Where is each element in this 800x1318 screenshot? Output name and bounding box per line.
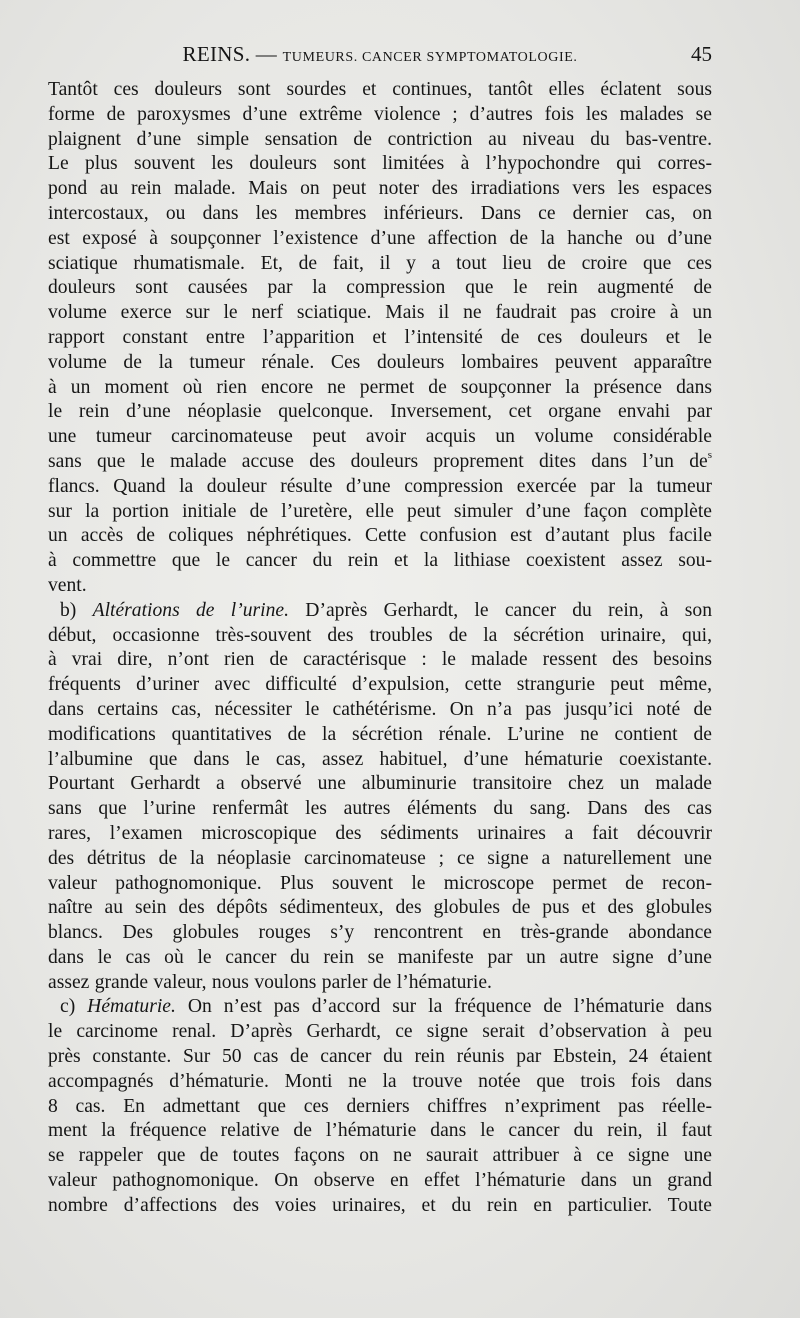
section-heading: Altérations de l’urine. <box>92 599 290 621</box>
text-line: forme de paroxysmes d’une extrême violence ; d’autres fois les malades se <box>48 103 712 125</box>
text-line: des détritus de la néoplasie carcinomateuse ; ce signe a naturellement une <box>48 847 712 869</box>
body-text <box>48 78 712 1219</box>
text-line: Tantôt ces douleurs sont sourdes et continues, tantôt elles éclatent sous <box>48 79 712 100</box>
text-line: Le plus souvent les douleurs sont limitées à l’hypochondre qui corres- <box>48 153 712 175</box>
text-line-part: sans que le malade accuse des douleurs proprement dites dans l’un de <box>48 450 708 472</box>
page-number: 45 <box>691 42 712 66</box>
text-line: ment la fréquence relative de l’hématurie dans le cancer du rein, il faut <box>48 1120 712 1142</box>
text-line: sans que l’urine renfermât les autres éléments du sang. Dans des cas <box>48 798 712 820</box>
text-line: rapport constant entre l’apparition et l’intensité de ces douleurs et le <box>48 326 712 348</box>
text-line: blancs. Des globules rouges s’y rencontrent en très-grande abondance <box>48 922 712 944</box>
text-line: pond au rein malade. Mais on peut noter des irradiations vers les espaces <box>48 178 712 200</box>
text-line: assez grande valeur, nous voulons parler de l’hématurie. <box>48 971 492 993</box>
text-line: plaignent d’une simple sensation de contriction au niveau du bas-ventre. <box>48 128 712 150</box>
text-line <box>48 995 712 1020</box>
text-line: valeur pathognomonique. Plus souvent le microscope permet de recon- <box>48 872 712 894</box>
text-line: 8 cas. En admettant que ces derniers chiffres n’expriment pas réelle- <box>48 1095 712 1117</box>
text-line: nombre d’affections des voies urinaires, et du rein en particulier. Toute <box>48 1194 712 1216</box>
text-line: sur la portion initiale de l’uretère, elle peut simuler d’une façon complète <box>48 500 712 522</box>
text-line: vent. <box>48 574 87 596</box>
text-line: douleurs sont causées par la compression que le rein augmenté de <box>48 277 712 299</box>
superscript: s <box>707 449 712 461</box>
running-title-sub: TUMEURS. CANCER SYMPTOMATOLOGIE. <box>282 50 578 65</box>
section-marker: b) <box>60 599 93 621</box>
running-title-main: REINS. — <box>182 42 278 66</box>
text-line: flancs. Quand la douleur résulte d’une compression exercée par la tumeur <box>48 475 712 497</box>
text-line-part: On n’est pas d’accord sur la fréquence de l’hématurie dans <box>175 996 712 1018</box>
text-line: fréquents d’uriner avec difficulté d’expulsion, cette strangurie peut même, <box>48 674 712 696</box>
text-line: à un moment où rien encore ne permet de soupçonner la présence dans <box>48 376 712 398</box>
text-line: accompagnés d’hématurie. Monti ne la trouve notée que trois fois dans <box>48 1070 712 1092</box>
text-line: rares, l’examen microscopique des sédiments urinaires a fait découvrir <box>48 822 712 844</box>
text-line-part: D’après Gerhardt, le cancer du rein, à son <box>289 599 712 621</box>
text-line: dans certains cas, nécessiter le cathétérisme. On n’a pas jusqu’ici noté de <box>48 698 712 720</box>
text-line: une tumeur carcinomateuse peut avoir acquis un volume considérable <box>48 426 712 448</box>
text-line: dans le cas où le cancer du rein se manifeste par un autre signe d’une <box>48 946 712 968</box>
text-line: volume de la tumeur rénale. Ces douleurs lombaires peuvent apparaître <box>48 351 712 373</box>
text-line: à vrai dire, n’ont rien de caractérisque : le malade ressent des besoins <box>48 649 712 671</box>
text-line: naître au sein des dépôts sédimenteux, des globules de pus et des globules <box>48 897 712 919</box>
text-line: intercostaux, ou dans les membres inférieurs. Dans ce dernier cas, on <box>48 202 712 224</box>
text-line: le rein d’une néoplasie quelconque. Inversement, cet organe envahi par <box>48 401 712 423</box>
text-line: est exposé à soupçonner l’existence d’une affection de la hanche ou d’une <box>48 227 712 249</box>
text-line: se rappeler que de toutes façons on ne saurait attribuer à ce signe une <box>48 1145 712 1167</box>
text-line: près constante. Sur 50 cas de cancer du rein réunis par Ebstein, 24 étaient <box>48 1046 712 1068</box>
text-line: valeur pathognomonique. On observe en effet l’hématurie dans un grand <box>48 1170 712 1192</box>
page-header <box>48 42 712 74</box>
text-line: sciatique rhumatismale. Et, de fait, il y a tout lieu de croire que ces <box>48 252 712 274</box>
section-marker: c) <box>60 996 88 1018</box>
text-line: à commettre que le cancer du rein et la lithiase coexistent assez sou- <box>48 550 712 572</box>
text-line: modifications quantitatives de la sécrétion rénale. L’urine ne contient de <box>48 723 712 745</box>
text-line <box>48 599 712 624</box>
text-line: Pourtant Gerhardt a observé une albuminurie transitoire chez un malade <box>48 773 712 795</box>
section-heading: Hématurie. <box>87 996 176 1018</box>
text-line: l’albumine que dans le cas, assez habituel, d’une hématurie coexistante. <box>48 748 712 770</box>
text-line: un accès de coliques néphrétiques. Cette confusion est d’autant plus facile <box>48 525 712 547</box>
text-line: début, occasionne très-souvent des troubles de la sécrétion urinaire, qui, <box>48 624 712 646</box>
text-line <box>48 450 712 475</box>
running-title <box>48 42 712 67</box>
text-line: volume exerce sur le nerf sciatique. Mais il ne faudrait pas croire à un <box>48 302 712 324</box>
text-line: le carcinome renal. D’après Gerhardt, ce signe serait d’observation à peu <box>48 1021 712 1043</box>
